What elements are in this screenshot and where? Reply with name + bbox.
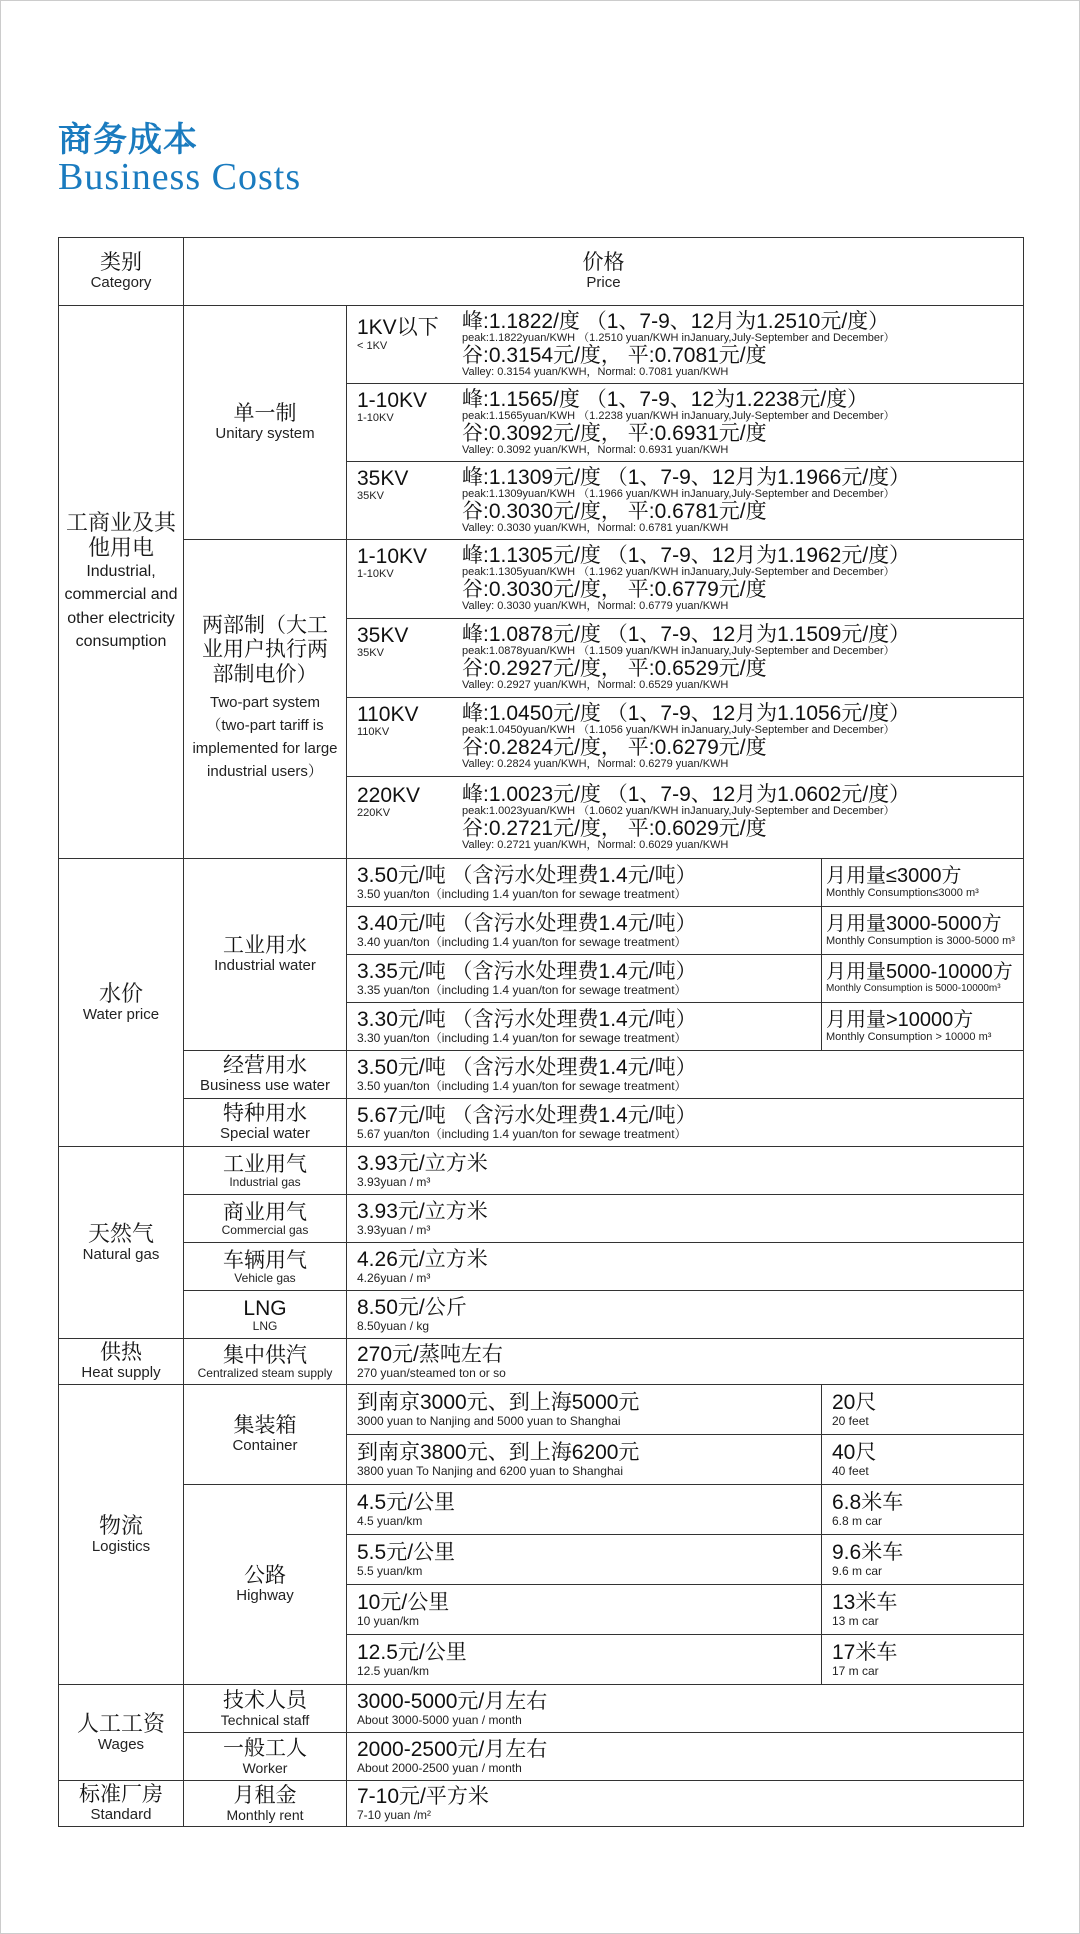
wage-type-label: 一般工人 Worker [184,1733,347,1781]
heat-price-cell: 270元/蒸吨左右 270 yuan/steamed ton or so [347,1339,1024,1385]
gas-price-cell: 3.93元/立方米 3.93yuan / m³ [347,1147,1024,1195]
logistics-price-cell: 4.5元/公里 4.5 yuan/km [347,1485,822,1535]
table-row [59,1243,1024,1291]
wage-type-label: 技术人员 Technical staff [184,1685,347,1733]
logistics-price-cell: 5.5元/公里 5.5 yuan/km [347,1535,822,1585]
container-label: 集装箱 Container [184,1385,347,1485]
heat-category: 供热 Heat supply [59,1339,184,1385]
table-row [59,1781,1024,1827]
wages-category: 人工工资 Wages [59,1685,184,1781]
water-price-cell: 3.50元/吨 （含污水处理费1.4元/吨） 3.50 yuan/ton（including 1.4 yuan/ton for sewage treatment） [347,859,822,907]
gas-type-label: 工业用气 Industrial gas [184,1147,347,1195]
logistics-size-cell: 17米车 17 m car [822,1635,1024,1685]
water-price-cell: 3.30元/吨 （含污水处理费1.4元/吨） 3.30 yuan/ton（including 1.4 yuan/ton for sewage treatment） [347,1003,822,1051]
table-row [59,1385,1024,1435]
wage-price-cell: 3000-5000元/月左右 About 3000-5000 yuan / month [347,1685,1024,1733]
elec-rate-cell: 110KV 110KV 峰:1.0450元/度 （1、7-9、12月为1.1056元/度） peak:1.0450yuan/KWH （1.1056 yuan/KWH inJanuary,July-September and December） 谷:0.2824元/度， 平:0.6279元/度 Valley: 0.2824 yuan/KWH，Normal: 0.6279 yuan/KWH [347,698,1024,777]
factory-category: 标准厂房 Standard [59,1781,184,1827]
page-title-zh: 商务成本 [58,120,198,160]
gas-type-label: 车辆用气 Vehicle gas [184,1243,347,1291]
unitary-system-label: 单一制 Unitary system [184,306,347,540]
highway-label: 公路 Highway [184,1485,347,1685]
gas-price-cell: 3.93元/立方米 3.93yuan / m³ [347,1195,1024,1243]
special-water-label: 特种用水 Special water [184,1099,347,1147]
table-row [59,1485,1024,1535]
category-header: 类别 Category [59,238,184,306]
water-price-cell: 5.67元/吨 （含污水处理费1.4元/吨） 5.67 yuan/ton（including 1.4 yuan/ton for sewage treatment） [347,1099,1024,1147]
factory-type-label: 月租金 Monthly rent [184,1781,347,1827]
logistics-size-cell: 40尺 40 feet [822,1435,1024,1485]
business-costs-table [58,237,1024,1827]
header-row [59,238,1024,306]
table-row [59,1051,1024,1099]
wage-price-cell: 2000-2500元/月左右 About 2000-2500 yuan / month [347,1733,1024,1781]
gas-category: 天然气 Natural gas [59,1147,184,1339]
table-row [59,859,1024,907]
table-row [59,1291,1024,1339]
water-consumption-cell: 月用量>10000方 Monthly Consumption > 10000 m³ [822,1003,1024,1051]
page-title-en: Business Costs [58,156,302,198]
water-consumption-cell: 月用量5000-10000方 Monthly Consumption is 5000-10000m³ [822,955,1024,1003]
logistics-price-cell: 10元/公里 10 yuan/km [347,1585,822,1635]
two-part-system-label: 两部制（大工业用户执行两部制电价） Two-part system（two-part tariff is implemented for large industrial users） [184,540,347,859]
table-row [59,1685,1024,1733]
logistics-size-cell: 6.8米车 6.8 m car [822,1485,1024,1535]
industrial-water-label: 工业用水 Industrial water [184,859,347,1051]
table-row [59,1147,1024,1195]
elec-rate-cell: 1-10KV 1-10KV 峰:1.1305元/度 （1、7-9、12月为1.1962元/度） peak:1.1305yuan/KWH （1.1962 yuan/KWH inJanuary,July-September and December） 谷:0.3030元/度， 平:0.6779元/度 Valley: 0.3030 yuan/KWH，Normal: 0.6779 yuan/KWH [347,540,1024,619]
elec-rate-cell: 220KV 220KV 峰:1.0023元/度 （1、7-9、12月为1.0602元/度） peak:1.0023yuan/KWH （1.0602 yuan/KWH inJanuary,July-September and December） 谷:0.2721元/度， 平:0.6029元/度 Valley: 0.2721 yuan/KWH，Normal: 0.6029 yuan/KWH [347,777,1024,859]
logistics-price-cell: 12.5元/公里 12.5 yuan/km [347,1635,822,1685]
table-row [59,1195,1024,1243]
water-price-cell: 3.50元/吨 （含污水处理费1.4元/吨） 3.50 yuan/ton（including 1.4 yuan/ton for sewage treatment） [347,1051,1024,1099]
logistics-size-cell: 13米车 13 m car [822,1585,1024,1635]
elec-rate-cell: 35KV 35KV 峰:1.0878元/度 （1、7-9、12月为1.1509元/度） peak:1.0878yuan/KWH （1.1509 yuan/KWH inJanuary,July-September and December） 谷:0.2927元/度， 平:0.6529元/度 Valley: 0.2927 yuan/KWH，Normal: 0.6529 yuan/KWH [347,619,1024,698]
table-row [59,540,1024,619]
logistics-category: 物流 Logistics [59,1385,184,1685]
gas-type-label: 商业用气 Commercial gas [184,1195,347,1243]
logistics-size-cell: 9.6米车 9.6 m car [822,1535,1024,1585]
water-category: 水价 Water price [59,859,184,1147]
water-consumption-cell: 月用量3000-5000方 Monthly Consumption is 3000-5000 m³ [822,907,1024,955]
water-price-cell: 3.40元/吨 （含污水处理费1.4元/吨） 3.40 yuan/ton（including 1.4 yuan/ton for sewage treatment） [347,907,822,955]
gas-price-cell: 4.26元/立方米 4.26yuan / m³ [347,1243,1024,1291]
water-consumption-cell: 月用量≤3000方 Monthly Consumption≤3000 m³ [822,859,1024,907]
logistics-size-cell: 20尺 20 feet [822,1385,1024,1435]
business-water-label: 经营用水 Business use water [184,1051,347,1099]
logistics-price-cell: 到南京3000元、到上海5000元 3000 yuan to Nanjing and 5000 yuan to Shanghai [347,1385,822,1435]
table-row [59,1733,1024,1781]
elec-rate-cell: 35KV 35KV 峰:1.1309元/度 （1、7-9、12月为1.1966元/度） peak:1.1309yuan/KWH （1.1966 yuan/KWH inJanuary,July-September and December） 谷:0.3030元/度， 平:0.6781元/度 Valley: 0.3030 yuan/KWH，Normal: 0.6781 yuan/KWH [347,462,1024,540]
table-row [59,306,1024,384]
logistics-price-cell: 到南京3800元、到上海6200元 3800 yuan To Nanjing and 6200 yuan to Shanghai [347,1435,822,1485]
water-price-cell: 3.35元/吨 （含污水处理费1.4元/吨） 3.35 yuan/ton（including 1.4 yuan/ton for sewage treatment） [347,955,822,1003]
factory-price-cell: 7-10元/平方米 7-10 yuan /m² [347,1781,1024,1827]
heat-type-label: 集中供汽 Centralized steam supply [184,1339,347,1385]
elec-rate-cell: 1-10KV 1-10KV 峰:1.1565/度 （1、7-9、12为1.2238元/度） peak:1.1565yuan/KWH （1.2238 yuan/KWH inJanuary,July-September and December） 谷:0.3092元/度， 平:0.6931元/度 Valley: 0.3092 yuan/KWH，Normal: 0.6931 yuan/KWH [347,384,1024,462]
table-row [59,1339,1024,1385]
table-row [59,1099,1024,1147]
gas-type-label: LNG LNG [184,1291,347,1339]
price-header: 价格 Price [184,238,1024,306]
gas-price-cell: 8.50元/公斤 8.50yuan / kg [347,1291,1024,1339]
electricity-category: 工商业及其他用电 Industrial, commercial and other electricity consumption [59,306,184,859]
elec-rate-cell: 1KV以下 < 1KV 峰:1.1822/度 （1、7-9、12月为1.2510元/度） peak:1.1822yuan/KWH （1.2510 yuan/KWH inJanuary,July-September and December） 谷:0.3154元/度， 平:0.7081元/度 Valley: 0.3154 yuan/KWH，Normal: 0.7081 yuan/KWH [347,306,1024,384]
